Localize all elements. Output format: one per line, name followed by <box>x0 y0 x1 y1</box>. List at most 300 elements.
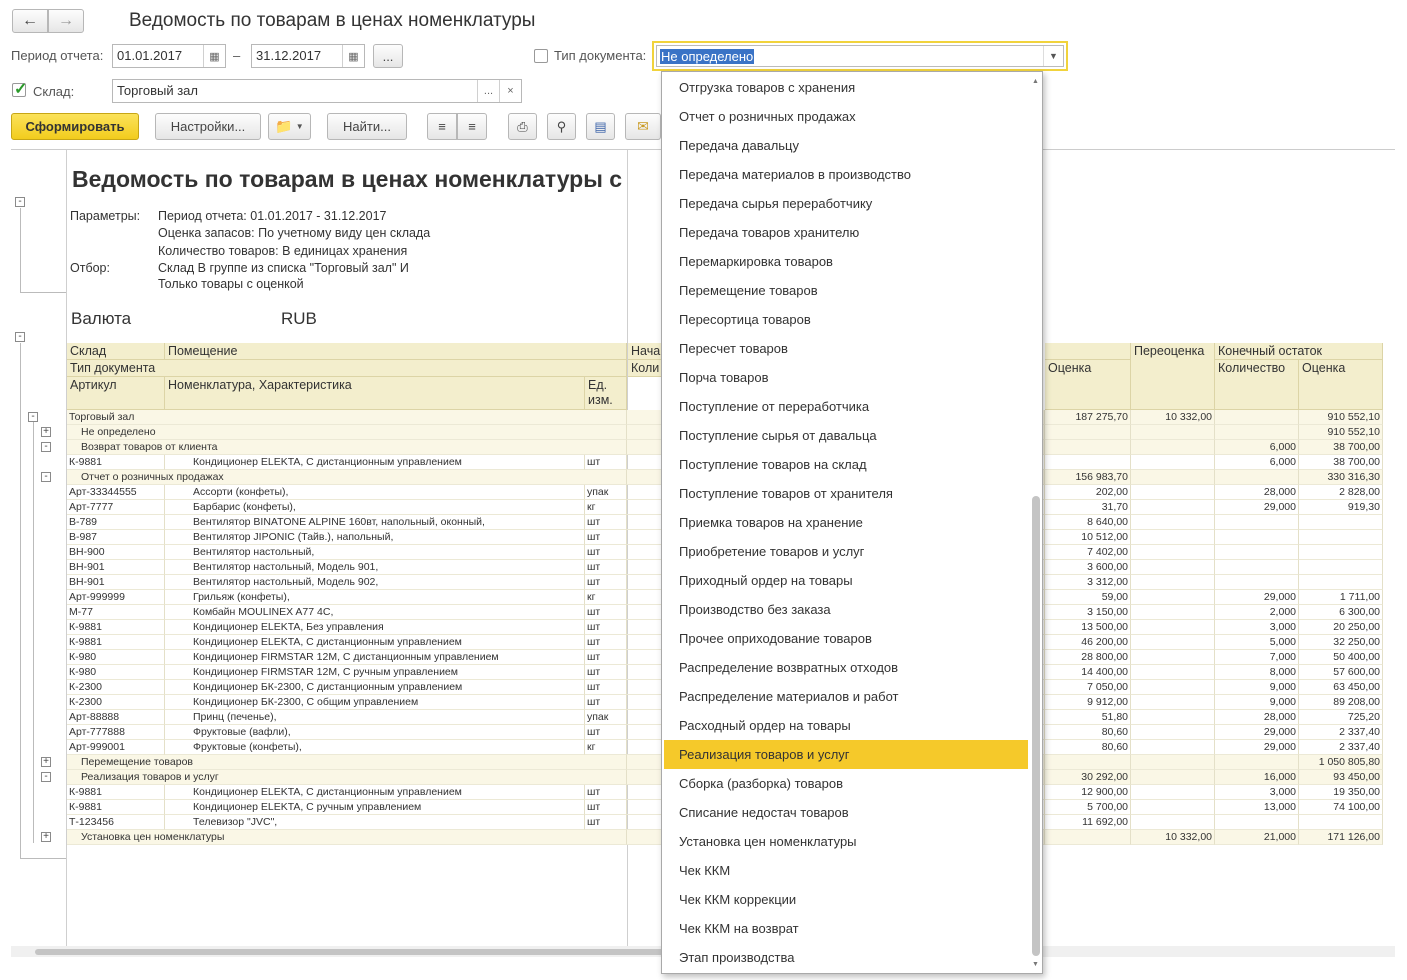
cell-artikul: ВН-900 <box>67 545 165 560</box>
cell-kolichestvo: 2,000 <box>1215 605 1299 620</box>
outline-line <box>20 292 66 293</box>
outline-line <box>20 858 66 859</box>
dropdown-item[interactable]: Порча товаров <box>679 370 769 385</box>
cell-nomenk: Кондиционер ELEKTA, С дистанционным управлением <box>165 785 585 800</box>
cell-pereocenka <box>1131 680 1215 695</box>
cell-ocenka-end <box>1299 560 1383 575</box>
cell-ocenka-end: 57 600,00 <box>1299 665 1383 680</box>
cell-nomenk: Кондиционер FIRMSTAR 12М, С ручным управлением <box>165 665 585 680</box>
cell-ocenka-end: 1 711,00 <box>1299 590 1383 605</box>
collapse-toggle[interactable]: - <box>41 772 51 782</box>
cell-kolichestvo <box>1215 560 1299 575</box>
expand-icon: ≡ <box>438 119 446 134</box>
checkmark-icon: ✓ <box>14 81 28 98</box>
cell-unit: шт <box>585 545 627 560</box>
cell-ocenka-end: 725,20 <box>1299 710 1383 725</box>
email-button[interactable] <box>625 113 661 140</box>
cell-artikul: Арт-33344555 <box>67 485 165 500</box>
clear-icon[interactable]: × <box>499 80 521 102</box>
cell-nomenk: Кондиционер ELEKTA, С дистанционным управлением <box>165 455 585 470</box>
doc-type-dropdown[interactable] <box>661 71 1043 974</box>
generate-button[interactable]: Сформировать <box>11 113 139 140</box>
dropdown-item[interactable]: Чек ККМ <box>679 863 731 878</box>
dropdown-item[interactable]: Поступление товаров от хранителя <box>679 486 893 501</box>
cell-nomenk: Кондиционер БК-2300, С дистанционным управлением <box>165 680 585 695</box>
header-ocenka2: Оценка <box>1299 360 1383 410</box>
cell-ocenka-end: 19 350,00 <box>1299 785 1383 800</box>
cell-pereocenka <box>1131 740 1215 755</box>
cell-kolichestvo: 8,000 <box>1215 665 1299 680</box>
cell-unit: шт <box>585 800 627 815</box>
cell-artikul: К-2300 <box>67 680 165 695</box>
cell-artikul: К-2300 <box>67 695 165 710</box>
cell-pereocenka <box>1131 425 1215 440</box>
cell-unit: кг <box>585 590 627 605</box>
cell-unit: шт <box>585 605 627 620</box>
period-label: Период отчета: <box>11 48 104 63</box>
cell-pereocenka <box>1131 635 1215 650</box>
collapse-toggle[interactable]: - <box>41 472 51 482</box>
dropdown-item[interactable]: Списание недостач товаров <box>679 805 849 820</box>
header-artikul: Артикул <box>67 377 165 410</box>
variants-button[interactable] <box>268 113 311 140</box>
outline-line <box>20 343 21 858</box>
cell-ocenka-end: 2 337,40 <box>1299 740 1383 755</box>
cell-artikul: Отчет о розничных продажах <box>67 470 627 485</box>
doc-type-value: Не определено <box>661 49 754 64</box>
cell-ocenka <box>1045 425 1131 440</box>
cell-pereocenka <box>1131 530 1215 545</box>
dropdown-item[interactable]: Приемка товаров на хранение <box>679 515 863 530</box>
collapse-groups-button[interactable] <box>457 113 487 140</box>
dropdown-item[interactable]: Передача товаров хранителю <box>679 225 860 240</box>
cell-ocenka: 80,60 <box>1045 740 1131 755</box>
cell-pereocenka <box>1131 470 1215 485</box>
cell-ocenka: 31,70 <box>1045 500 1131 515</box>
dropdown-item[interactable]: Чек ККМ на возврат <box>679 921 799 936</box>
cell-kolichestvo <box>1215 755 1299 770</box>
dropdown-item[interactable]: Распределение материалов и работ <box>679 689 899 704</box>
cell-pereocenka <box>1131 500 1215 515</box>
dropdown-item[interactable]: Сборка (разборка) товаров <box>679 776 844 791</box>
warehouse-value: Торговый зал <box>117 83 198 98</box>
cell-artikul: Не определено <box>67 425 627 440</box>
cell-kolichestvo: 28,000 <box>1215 485 1299 500</box>
cell-nomenk: Кондиционер БК-2300, С общим управлением <box>165 695 585 710</box>
cell-ocenka: 46 200,00 <box>1045 635 1131 650</box>
cell-artikul: К-980 <box>67 650 165 665</box>
header-pereocenka: Переоценка <box>1131 343 1215 410</box>
header-pomeshenie: Помещение <box>165 343 627 360</box>
header-ed <box>585 377 627 410</box>
cell-ocenka-end: 38 700,00 <box>1299 440 1383 455</box>
cell-kolichestvo <box>1215 545 1299 560</box>
collapse-toggle[interactable]: - <box>41 442 51 452</box>
cell-pereocenka <box>1131 545 1215 560</box>
cell-ocenka-end: 93 450,00 <box>1299 770 1383 785</box>
preview-button[interactable] <box>547 113 576 140</box>
cell-unit: кг <box>585 740 627 755</box>
cell-artikul: Арт-999999 <box>67 590 165 605</box>
cell-pereocenka <box>1131 815 1215 830</box>
scroll-up-icon[interactable]: ▲ <box>1032 78 1039 85</box>
cell-artikul: К-9881 <box>67 635 165 650</box>
cell-ocenka-end: 20 250,00 <box>1299 620 1383 635</box>
header-nach: Нача <box>628 343 662 360</box>
cell-ocenka: 8 640,00 <box>1045 515 1131 530</box>
cell-unit: шт <box>585 815 627 830</box>
cell-artikul: К-9881 <box>67 800 165 815</box>
cell-artikul: К-9881 <box>67 620 165 635</box>
dropdown-item[interactable]: Распределение возвратных отходов <box>679 660 899 675</box>
cell-artikul: ВН-901 <box>67 575 165 590</box>
dropdown-item[interactable]: Передача материалов в производство <box>679 167 911 182</box>
period-select-button[interactable]: ... <box>373 44 403 68</box>
scroll-down-icon[interactable]: ▼ <box>1032 961 1039 968</box>
header-tip: Тип документа <box>67 360 627 377</box>
cell-kolichestvo: 3,000 <box>1215 620 1299 635</box>
warehouse-checkbox[interactable] <box>12 83 26 97</box>
cell-ocenka-end: 89 208,00 <box>1299 695 1383 710</box>
cell-ocenka-end: 74 100,00 <box>1299 800 1383 815</box>
warehouse-field[interactable] <box>112 79 522 103</box>
cell-nomenk: Телевизор "JVC", <box>165 815 585 830</box>
cell-unit: шт <box>585 620 627 635</box>
cell-ocenka-end: 2 828,00 <box>1299 485 1383 500</box>
doc-type-label: Тип документа: <box>554 48 647 63</box>
cell-ocenka: 9 912,00 <box>1045 695 1131 710</box>
cell-ocenka-end: 910 552,10 <box>1299 410 1383 425</box>
dropdown-item[interactable]: Отчет о розничных продажах <box>679 109 856 124</box>
collapse-toggle[interactable]: - <box>15 332 25 342</box>
cell-nomenk: Комбайн MOULINEX A77 4C, <box>165 605 585 620</box>
warehouse-label: Склад: <box>33 84 75 99</box>
dropdown-item[interactable]: Производство без заказа <box>679 602 831 617</box>
cell-ocenka <box>1045 755 1131 770</box>
cell-nomenk: Вентилятор настольный, Модель 901, <box>165 560 585 575</box>
dropdown-item[interactable]: Поступление от переработчика <box>679 399 870 414</box>
cell-pereocenka <box>1131 695 1215 710</box>
cell-ocenka-end <box>1299 815 1383 830</box>
dropdown-scroll-thumb[interactable] <box>1032 496 1040 956</box>
dropdown-item[interactable]: Приобретение товаров и услуг <box>679 544 865 559</box>
cell-ocenka: 14 400,00 <box>1045 665 1131 680</box>
cell-ocenka: 3 150,00 <box>1045 605 1131 620</box>
cell-ocenka: 7 050,00 <box>1045 680 1131 695</box>
cell-ocenka: 5 700,00 <box>1045 800 1131 815</box>
doc-type-field[interactable] <box>652 41 1068 71</box>
period-to-field[interactable] <box>251 44 365 68</box>
cell-kolichestvo: 6,000 <box>1215 455 1299 470</box>
dropdown-item[interactable]: Перемаркировка товаров <box>679 254 833 269</box>
params-label: Параметры: <box>70 209 141 223</box>
print-button[interactable] <box>508 113 537 140</box>
cell-unit: шт <box>585 575 627 590</box>
cell-kolichestvo <box>1215 470 1299 485</box>
cell-artikul: В-789 <box>67 515 165 530</box>
cell-ocenka-end <box>1299 575 1383 590</box>
cell-ocenka <box>1045 830 1131 845</box>
cell-pereocenka <box>1131 440 1215 455</box>
cell-kolichestvo: 28,000 <box>1215 710 1299 725</box>
folder-icon: 📁 <box>275 118 293 134</box>
cell-pereocenka <box>1131 725 1215 740</box>
cell-nomenk: Вентилятор настольный, <box>165 545 585 560</box>
cell-ocenka-end <box>1299 530 1383 545</box>
header-sklad: Склад <box>67 343 165 360</box>
cell-pereocenka <box>1131 575 1215 590</box>
cell-pereocenka <box>1131 455 1215 470</box>
dropdown-item[interactable]: Перемещение товаров <box>679 283 818 298</box>
cell-kolichestvo: 13,000 <box>1215 800 1299 815</box>
cell-nomenk: Вентилятор JIPONIC (Тайв.), напольный, <box>165 530 585 545</box>
cell-kolichestvo: 29,000 <box>1215 590 1299 605</box>
cell-artikul: Арт-777888 <box>67 725 165 740</box>
cell-kolichestvo: 29,000 <box>1215 500 1299 515</box>
cell-ocenka-end <box>1299 545 1383 560</box>
cell-artikul: Арт-88888 <box>67 710 165 725</box>
chevron-down-icon[interactable]: ▼ <box>1043 46 1063 66</box>
cell-ocenka: 7 402,00 <box>1045 545 1131 560</box>
dropdown-item[interactable]: Отгрузка товаров с хранения <box>679 80 856 95</box>
outline-line <box>33 418 34 843</box>
arrow-left-icon: ← <box>22 12 38 29</box>
magnifier-icon: ⚲ <box>556 118 567 134</box>
dropdown-item[interactable]: Пересчет товаров <box>679 341 788 356</box>
dropdown-item[interactable]: Приходный ордер на товары <box>679 573 853 588</box>
arrow-right-icon: → <box>58 12 74 29</box>
cell-ocenka-end: 2 337,40 <box>1299 725 1383 740</box>
cell-pereocenka <box>1131 650 1215 665</box>
header-ed-text: Ед. <box>588 378 608 392</box>
header-right-blank <box>1045 343 1131 360</box>
cell-kolichestvo: 7,000 <box>1215 650 1299 665</box>
cell-ocenka: 30 292,00 <box>1045 770 1131 785</box>
cell-nomenk: Кондиционер ELEKTA, Без управления <box>165 620 585 635</box>
cell-ocenka: 28 800,00 <box>1045 650 1131 665</box>
cell-ocenka-end <box>1299 515 1383 530</box>
cell-nomenk: Кондиционер ELEKTA, С ручным управлением <box>165 800 585 815</box>
cell-kolichestvo <box>1215 815 1299 830</box>
cell-pereocenka <box>1131 605 1215 620</box>
header-kolichestvo: Количество <box>1215 360 1299 410</box>
dropdown-item[interactable]: Установка цен номенклатуры <box>679 834 857 849</box>
dropdown-item[interactable]: Передача давальцу <box>679 138 800 153</box>
filter-line: Только товары с оценкой <box>158 277 304 291</box>
param-line: Оценка запасов: По учетному виду цен склада <box>158 226 431 240</box>
cell-ocenka-end: 63 450,00 <box>1299 680 1383 695</box>
cell-pereocenka <box>1131 710 1215 725</box>
cell-pereocenka <box>1131 755 1215 770</box>
cell-nomenk: Фруктовые (конфеты), <box>165 740 585 755</box>
expand-toggle[interactable]: + <box>41 427 51 437</box>
cell-nomenk: Грильяж (конфеты), <box>165 590 585 605</box>
scroll-thumb[interactable] <box>35 949 665 955</box>
dropdown-item[interactable]: Передача сырья переработчику <box>679 196 873 211</box>
cell-ocenka: 51,80 <box>1045 710 1131 725</box>
collapse-toggle[interactable]: - <box>15 197 25 207</box>
cell-nomenk: Ассорти (конфеты), <box>165 485 585 500</box>
cell-ocenka-end: 171 126,00 <box>1299 830 1383 845</box>
cell-ocenka: 3 600,00 <box>1045 560 1131 575</box>
expand-groups-button[interactable] <box>427 113 457 140</box>
find-button[interactable]: Найти... <box>327 113 407 140</box>
cell-unit: упак <box>585 485 627 500</box>
cell-nomenk: Кондиционер FIRMSTAR 12М, С дистанционным управлением <box>165 650 585 665</box>
currency-value: RUB <box>281 309 317 328</box>
envelope-icon: ✉ <box>637 118 649 134</box>
dropdown-item[interactable]: Расходный ордер на товары <box>679 718 851 733</box>
dropdown-item[interactable]: Реализация товаров и услуг <box>664 740 1028 769</box>
cell-kolichestvo: 3,000 <box>1215 785 1299 800</box>
settings-button[interactable]: Настройки... <box>155 113 261 140</box>
dropdown-item[interactable]: Пересортица товаров <box>679 312 811 327</box>
cell-ocenka-end: 38 700,00 <box>1299 455 1383 470</box>
cell-ocenka-end: 330 316,30 <box>1299 470 1383 485</box>
cell-unit: шт <box>585 650 627 665</box>
cell-ocenka: 11 692,00 <box>1045 815 1131 830</box>
cell-kolichestvo <box>1215 575 1299 590</box>
cell-ocenka: 12 900,00 <box>1045 785 1131 800</box>
cell-unit: шт <box>585 635 627 650</box>
cell-ocenka-end: 50 400,00 <box>1299 650 1383 665</box>
cell-kolichestvo: 9,000 <box>1215 680 1299 695</box>
cell-ocenka: 187 275,70 <box>1045 410 1131 425</box>
printer-icon: ⎙ <box>517 118 528 134</box>
cell-kolichestvo: 21,000 <box>1215 830 1299 845</box>
cell-unit: шт <box>585 785 627 800</box>
cell-unit: шт <box>585 725 627 740</box>
cell-unit: шт <box>585 455 627 470</box>
cell-artikul: Торговый зал <box>67 410 627 425</box>
floppy-icon: ▤ <box>594 118 607 134</box>
cell-ocenka: 13 500,00 <box>1045 620 1131 635</box>
collapse-toggle[interactable]: - <box>28 412 38 422</box>
cell-kolichestvo: 5,000 <box>1215 635 1299 650</box>
cell-ocenka: 59,00 <box>1045 590 1131 605</box>
cell-artikul: Реализация товаров и услуг <box>67 770 627 785</box>
cell-ocenka: 80,60 <box>1045 725 1131 740</box>
cell-artikul: М-77 <box>67 605 165 620</box>
dropdown-item[interactable]: Поступление сырья от давальца <box>679 428 877 443</box>
cell-ocenka: 10 512,00 <box>1045 530 1131 545</box>
cell-kolichestvo: 16,000 <box>1215 770 1299 785</box>
cell-ocenka-end: 32 250,00 <box>1299 635 1383 650</box>
cell-nomenk: Кондиционер ELEKTA, С дистанционным управлением <box>165 635 585 650</box>
calendar-icon[interactable]: ▦ <box>342 45 364 67</box>
filter-line: Склад В группе из списка "Торговый зал" И <box>158 261 409 275</box>
period-to-value: 31.12.2017 <box>256 48 322 63</box>
dropdown-scrollbar[interactable] <box>1031 76 1041 968</box>
cell-artikul: Установка цен номенклатуры <box>67 830 627 845</box>
collapse-icon: ≡ <box>468 119 476 134</box>
header-ocenka: Оценка <box>1045 360 1131 410</box>
cell-nomenk: Принц (печенье), <box>165 710 585 725</box>
cell-kolichestvo: 9,000 <box>1215 695 1299 710</box>
param-line: Количество товаров: В единицах хранения <box>158 244 408 258</box>
window-title: Ведомость по товарам в ценах номенклатуры <box>129 10 536 31</box>
cell-ocenka: 202,00 <box>1045 485 1131 500</box>
cell-pereocenka <box>1131 800 1215 815</box>
cell-unit: шт <box>585 695 627 710</box>
cell-pereocenka <box>1131 485 1215 500</box>
cell-unit: шт <box>585 665 627 680</box>
cell-pereocenka: 10 332,00 <box>1131 410 1215 425</box>
cell-artikul: К-9881 <box>67 455 165 470</box>
dropdown-item[interactable]: Этап производства <box>679 950 795 965</box>
cell-unit: упак <box>585 710 627 725</box>
cell-kolichestvo <box>1215 515 1299 530</box>
cell-pereocenka <box>1131 590 1215 605</box>
cell-ocenka-end: 919,30 <box>1299 500 1383 515</box>
calendar-icon[interactable]: ▦ <box>203 45 225 67</box>
period-dash: – <box>233 48 241 63</box>
cell-artikul: Арт-7777 <box>67 500 165 515</box>
cell-ocenka <box>1045 455 1131 470</box>
cell-kolichestvo: 6,000 <box>1215 440 1299 455</box>
cell-unit: шт <box>585 680 627 695</box>
cell-ocenka-end: 910 552,10 <box>1299 425 1383 440</box>
cell-kolichestvo: 29,000 <box>1215 725 1299 740</box>
cell-unit: шт <box>585 560 627 575</box>
doc-type-field-inner <box>656 45 1064 67</box>
dropdown-item[interactable]: Прочее оприходование товаров <box>679 631 872 646</box>
header-izm-text: изм. <box>588 393 613 407</box>
save-button[interactable] <box>586 113 615 140</box>
dropdown-item[interactable]: Поступление товаров на склад <box>679 457 867 472</box>
forward-button[interactable] <box>48 9 84 33</box>
currency-label: Валюта <box>71 309 132 328</box>
cell-kolichestvo: 29,000 <box>1215 740 1299 755</box>
cell-artikul: ВН-901 <box>67 560 165 575</box>
cell-unit: шт <box>585 530 627 545</box>
period-from-field[interactable] <box>112 44 226 68</box>
back-button[interactable] <box>12 9 48 33</box>
header-konost: Конечный остаток <box>1215 343 1383 360</box>
outline-line <box>20 208 21 292</box>
cell-artikul: Т-123456 <box>67 815 165 830</box>
cell-unit: шт <box>585 515 627 530</box>
cell-ocenka: 3 312,00 <box>1045 575 1131 590</box>
cell-artikul: В-987 <box>67 530 165 545</box>
cell-nomenk: Вентилятор настольный, Модель 902, <box>165 575 585 590</box>
cell-pereocenka <box>1131 560 1215 575</box>
period-from-value: 01.01.2017 <box>117 48 183 63</box>
cell-nomenk: Фруктовые (вафли), <box>165 725 585 740</box>
cell-pereocenka <box>1131 785 1215 800</box>
header-koli: Коли <box>628 360 662 377</box>
chevron-down-icon: ▼ <box>295 122 304 131</box>
expand-toggle[interactable]: + <box>41 757 51 767</box>
cell-pereocenka <box>1131 515 1215 530</box>
dropdown-item[interactable]: Чек ККМ коррекции <box>679 892 797 907</box>
cell-artikul: Арт-999001 <box>67 740 165 755</box>
cell-pereocenka: 10 332,00 <box>1131 830 1215 845</box>
cell-pereocenka <box>1131 665 1215 680</box>
cell-nomenk: Барбарис (конфеты), <box>165 500 585 515</box>
cell-unit: кг <box>585 500 627 515</box>
cell-artikul: К-9881 <box>67 785 165 800</box>
cell-kolichestvo <box>1215 425 1299 440</box>
cell-kolichestvo <box>1215 410 1299 425</box>
doc-type-checkbox[interactable] <box>534 49 548 63</box>
report-title: Ведомость по товарам в ценах номенклатуры с <box>72 166 623 192</box>
expand-toggle[interactable]: + <box>41 832 51 842</box>
cell-kolichestvo <box>1215 530 1299 545</box>
warehouse-select-button[interactable]: ... <box>477 80 499 102</box>
cell-artikul: К-980 <box>67 665 165 680</box>
cell-pereocenka <box>1131 620 1215 635</box>
